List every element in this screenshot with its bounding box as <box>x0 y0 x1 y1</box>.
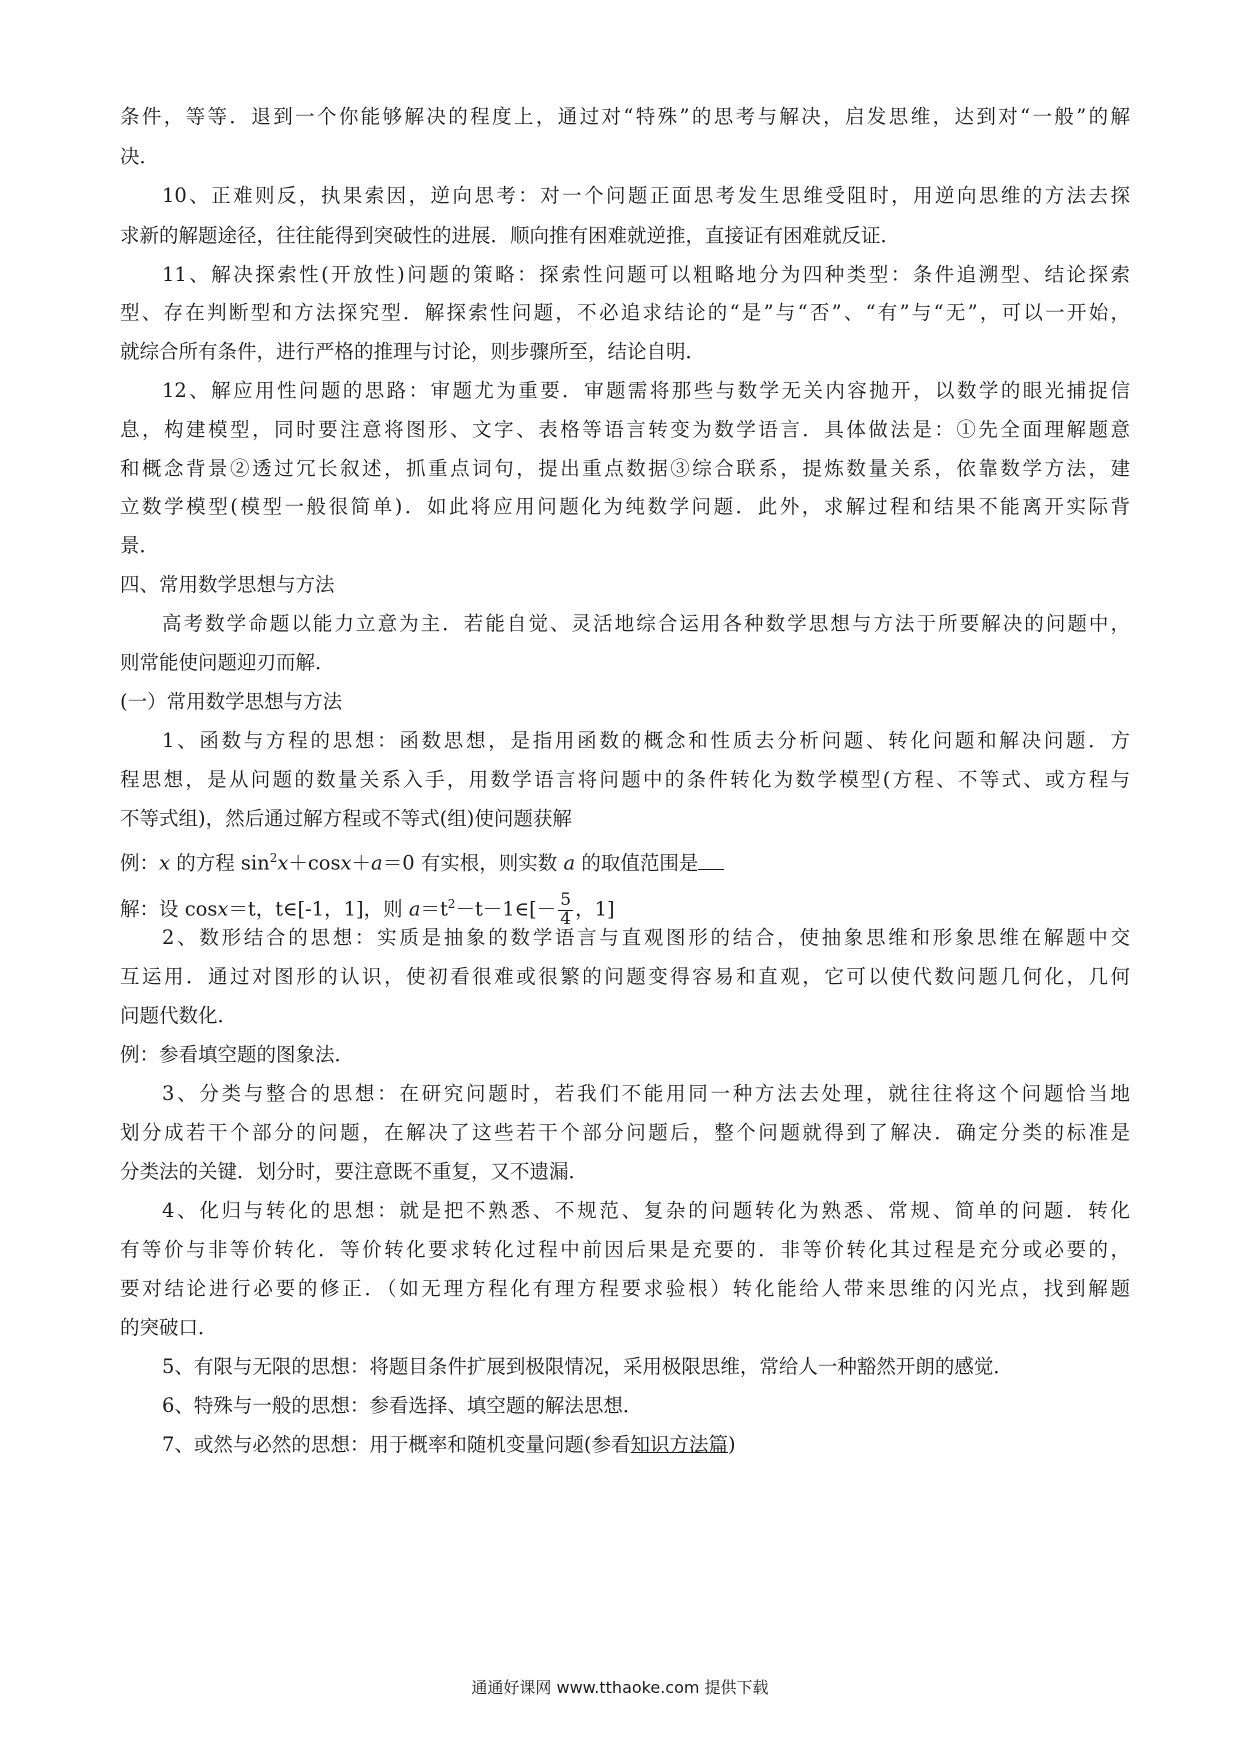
solution-text: ＝t，t∈[-1，1]，则 <box>228 897 409 921</box>
method-2-line-2: 互运用．通过对图形的认识，使初看很难或很繁的问题变得容易和直观，它可以使代数问题几何化，几何 <box>120 965 1130 988</box>
example-2: 例：参看填空题的图象法． <box>120 1043 355 1066</box>
example-1-question <box>120 843 1130 879</box>
method-3-line-2: 划分成若干个部分的问题，在解决了这些若干个部分问题后，整个问题就得到了解决．确定分类的标准是 <box>120 1121 1130 1144</box>
method-1-line-2: 程思想，是从问题的数量关系入手，用数学语言将问题中的条件转化为数学模型(方程、不等式、或方程与 <box>120 768 1130 791</box>
method-7-text: 7、或然与必然的思想：用于概率和随机变量问题(参看 <box>162 1433 631 1456</box>
superscript: 2 <box>447 897 456 911</box>
example-1-text: ＝0 有实根，则实数 <box>382 851 564 875</box>
method-6-line-1: 6、特殊与一般的思想：参看选择、填空题的解法思想． <box>162 1394 643 1417</box>
item-11-line-3: 就综合所有条件，进行严格的推理与讨论，则步骤所至，结论自明． <box>120 340 706 363</box>
example-1-text: 的方程 sin <box>170 851 270 875</box>
method-5-line-1: 5、有限与无限的思想：将题目条件扩展到极限情况，采用极限思维，常给人一种豁然开朗的感觉． <box>162 1355 1013 1378</box>
example-1-text: ＋cos <box>288 851 341 875</box>
answer-blank <box>698 849 724 870</box>
var-a: a <box>371 851 383 875</box>
item-12-line-4: 立数学模型(模型一般很简单)．如此将应用问题化为纯数学问题．此外，求解过程和结果不能离开实际背 <box>120 495 1130 518</box>
solution-text: ，1] <box>575 897 615 921</box>
var-a: a <box>563 851 576 875</box>
example-1-text: 例： <box>120 851 160 875</box>
solution-text: ＝t <box>420 897 448 921</box>
method-4-line-2: 有等价与非等价转化．等价转化要求转化过程中前因后果是充要的．非等价转化其过程是充分或必要的， <box>120 1238 1130 1261</box>
method-7-line-1 <box>162 1430 1130 1460</box>
subsection-1-title: (一）常用数学思想与方法 <box>120 690 343 713</box>
example-1-solution <box>120 880 1130 928</box>
var-x: x <box>340 851 352 875</box>
section-4-title: 四、常用数学思想与方法 <box>120 573 335 596</box>
example-1-text: ＋ <box>351 851 372 875</box>
item-12-line-1: 12、解应用性问题的思路：审题尤为重要．审题需将那些与数学无关内容抛开，以数学的眼光捕捉信 <box>162 379 1130 402</box>
superscript: 2 <box>269 851 278 865</box>
paragraph-continued-line-1: 条件，等等．退到一个你能够解决的程度上，通过对“特殊”的思考与解决，启发思维，达到对“一般”的解 <box>120 105 1130 128</box>
method-1-line-1: 1、函数与方程的思想：函数思想，是指用函数的概念和性质去分析问题、转化问题和解决问题．方 <box>162 729 1130 752</box>
method-2-line-1: 2、数形结合的思想：实质是抽象的数学语言与直观图形的结合，使抽象思维和形象思维在解题中交 <box>162 926 1130 949</box>
var-x: x <box>277 851 289 875</box>
var-a: a <box>408 897 421 921</box>
section-4-intro-line-1: 高考数学命题以能力立意为主．若能自觉、灵活地综合运用各种数学思想与方法于所要解决的问题中， <box>162 612 1130 635</box>
solution-text: －t－1∈[－ <box>455 897 557 921</box>
example-1-text: 的取值范围是 <box>575 851 699 875</box>
var-x: x <box>159 851 171 875</box>
page-footer: 通通好课网 www.tthaoke.com 提供下载 <box>471 1678 769 1697</box>
method-3-line-1: 3、分类与整合的思想：在研究问题时，若我们不能用同一种方法去处理，就往往将这个问题恰当地 <box>162 1082 1130 1105</box>
method-4-line-4: 的突破口． <box>120 1316 218 1339</box>
item-12-line-5: 景． <box>120 534 160 557</box>
method-2-line-3: 问题代数化． <box>120 1004 238 1027</box>
item-12-line-3: 和概念背景②透过冗长叙述，抓重点词句，提出重点数据③综合联系，提炼数量关系，依靠数学方法，建 <box>120 457 1130 480</box>
var-x: x <box>217 897 229 921</box>
method-4-line-3: 要对结论进行必要的修正．（如无理方程化有理方程要求验根）转化能给人带来思维的闪光点，找到解题 <box>120 1277 1130 1300</box>
method-3-line-3: 分类法的关键．划分时，要注意既不重复，又不遗漏． <box>120 1160 589 1183</box>
method-7-link[interactable]: 知识方法篇 <box>630 1433 729 1456</box>
method-7-text: ) <box>728 1433 736 1456</box>
item-11-line-2: 型、存在判断型和方法探究型．解探索性问题，不必追求结论的“是”与“否”、“有”与“无”，可以一开始， <box>120 301 1130 324</box>
fraction-denominator: 4 <box>560 908 572 929</box>
method-1-line-3: 不等式组)，然后通过解方程或不等式(组)使问题获解 <box>120 807 572 830</box>
method-4-line-1: 4、化归与转化的思想：就是把不熟悉、不规范、复杂的问题转化为熟悉、常规、简单的问题．转化 <box>162 1199 1130 1222</box>
item-10-line-1: 10、正难则反，执果索因，逆向思考：对一个问题正面思考发生思维受阻时，用逆向思维的方法去探 <box>162 184 1130 207</box>
paragraph-continued-line-2: 决． <box>120 145 160 168</box>
item-12-line-2: 息，构建模型，同时要注意将图形、文字、表格等语言转变为数学语言．具体做法是：①先全面理解题意 <box>120 418 1130 441</box>
section-4-intro-line-2: 则常能使问题迎刃而解． <box>120 651 335 674</box>
fraction-numerator: 5 <box>560 889 572 910</box>
item-11-line-1: 11、解决探索性(开放性)问题的策略：探索性问题可以粗略地分为四种类型：条件追溯型、结论探索 <box>162 263 1130 286</box>
solution-text: 解：设 cos <box>120 897 218 921</box>
item-10-line-2: 求新的解题途径，往往能得到突破性的进展．顺向推有困难就逆推，直接证有困难就反证． <box>120 224 901 247</box>
